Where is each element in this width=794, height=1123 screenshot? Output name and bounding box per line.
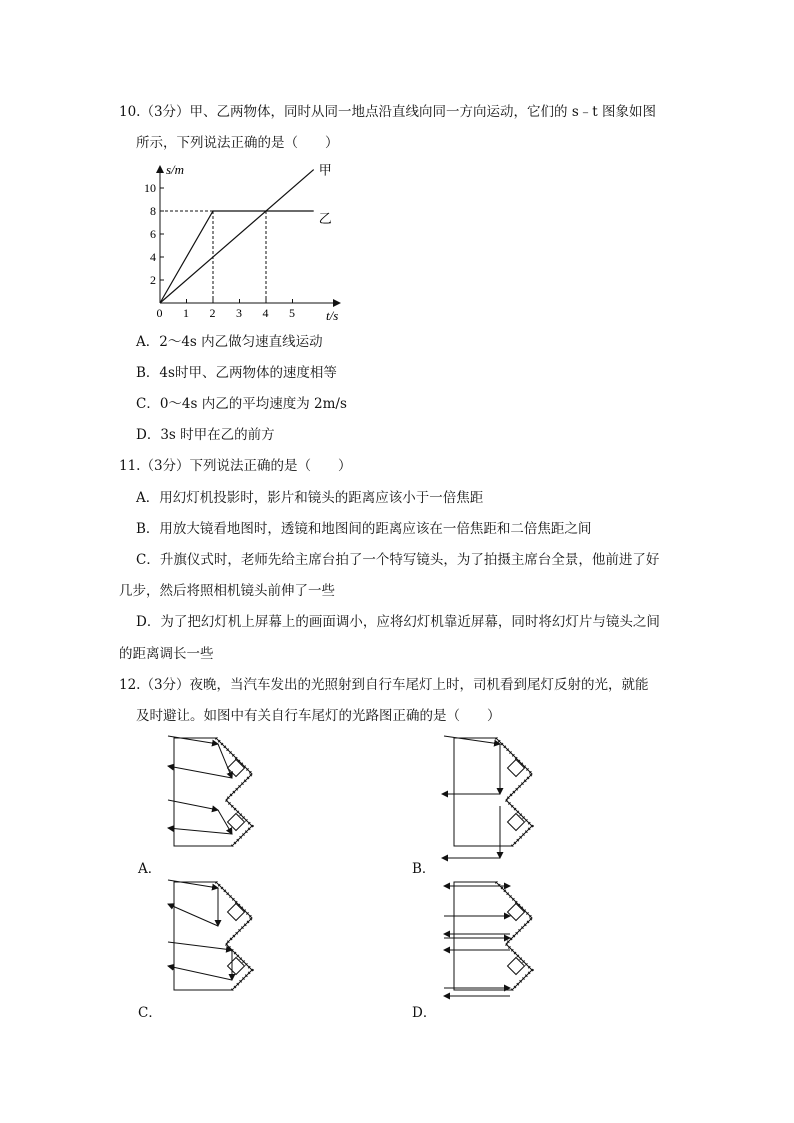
q12-option-a-label[interactable]: A． bbox=[138, 861, 162, 877]
series-line-1 bbox=[160, 211, 314, 303]
q12-option-c-label[interactable]: C． bbox=[138, 1005, 162, 1021]
q10-option-c[interactable]: C．0～4s 内乙的平均速度为 2m/s bbox=[136, 396, 347, 412]
q12-stem-line2: 及时避让。如图中有关自行车尾灯的光路图正确的是（ ） bbox=[136, 708, 501, 724]
q11-option-a[interactable]: A．用幻灯机投影时，影片和镜头的距离应该小于一倍焦距 bbox=[136, 490, 484, 506]
q12-stem-line1: 12.（3分）夜晚，当汽车发出的光照射到自行车尾灯上时，司机看到尾灯反射的光，就能 bbox=[119, 677, 649, 693]
y-axis-label: s/m bbox=[166, 162, 185, 177]
x-tick-label-5: 5 bbox=[289, 306, 295, 320]
q12-option-b-label[interactable]: B． bbox=[412, 861, 436, 877]
q10-st-chart bbox=[140, 160, 360, 325]
q11-option-c-line1[interactable]: C．升旗仪式时，老师先给主席台拍了一个特写镜头，为了拍摄主席台全景，他前进了好 bbox=[136, 552, 660, 568]
q12-diagram-a[interactable] bbox=[160, 732, 260, 852]
x-tick-label-2: 2 bbox=[209, 306, 216, 320]
q12-option-d-label[interactable]: D． bbox=[412, 1005, 437, 1021]
q12-diagram-c[interactable] bbox=[160, 876, 260, 996]
y-tick-label-6: 6 bbox=[150, 227, 156, 241]
x-axis-label: t/s bbox=[326, 308, 339, 323]
q12-diagram-d[interactable] bbox=[440, 876, 540, 996]
q10-option-d[interactable]: D．3s 时甲在乙的前方 bbox=[136, 427, 275, 443]
series-line-0 bbox=[160, 170, 314, 303]
q11-option-c-line2: 几步，然后将照相机镜头前伸了一些 bbox=[119, 583, 335, 599]
series-label-1: 乙 bbox=[318, 211, 332, 226]
y-tick-label-2: 2 bbox=[150, 273, 156, 287]
x-tick-label-4: 4 bbox=[262, 306, 269, 320]
q11-stem: 11.（3分）下列说法正确的是（ ） bbox=[119, 458, 352, 474]
y-tick-label-10: 10 bbox=[144, 181, 156, 195]
q11-option-d-line2: 的距离调长一些 bbox=[119, 646, 214, 662]
x-tick-label-0: 0 bbox=[156, 306, 163, 320]
x-tick-label-3: 3 bbox=[236, 306, 242, 320]
series-label-0: 甲 bbox=[318, 162, 332, 178]
x-tick-label-1: 1 bbox=[183, 306, 189, 320]
q11-option-d-line1[interactable]: D．为了把幻灯机上屏幕上的画面调小，应将幻灯机靠近屏幕，同时将幻灯片与镜头之间 bbox=[136, 614, 660, 630]
y-tick-label-4: 4 bbox=[150, 250, 156, 264]
q12-diagram-b[interactable] bbox=[440, 732, 540, 852]
q10-stem-line1: 10.（3分）甲、乙两物体，同时从同一地点沿直线向同一方向运动，它们的 s﹣t 图象如图 bbox=[119, 104, 656, 120]
q11-option-b[interactable]: B．用放大镜看地图时，透镜和地图间的距离应该在一倍焦距和二倍焦距之间 bbox=[136, 521, 592, 537]
y-tick-label-8: 8 bbox=[150, 204, 156, 218]
q10-option-b[interactable]: B．4s时甲、乙两物体的速度相等 bbox=[136, 365, 337, 381]
q10-stem-line2: 所示，下列说法正确的是（ ） bbox=[136, 135, 339, 151]
q10-option-a[interactable]: A．2～4s 内乙做匀速直线运动 bbox=[136, 334, 323, 350]
